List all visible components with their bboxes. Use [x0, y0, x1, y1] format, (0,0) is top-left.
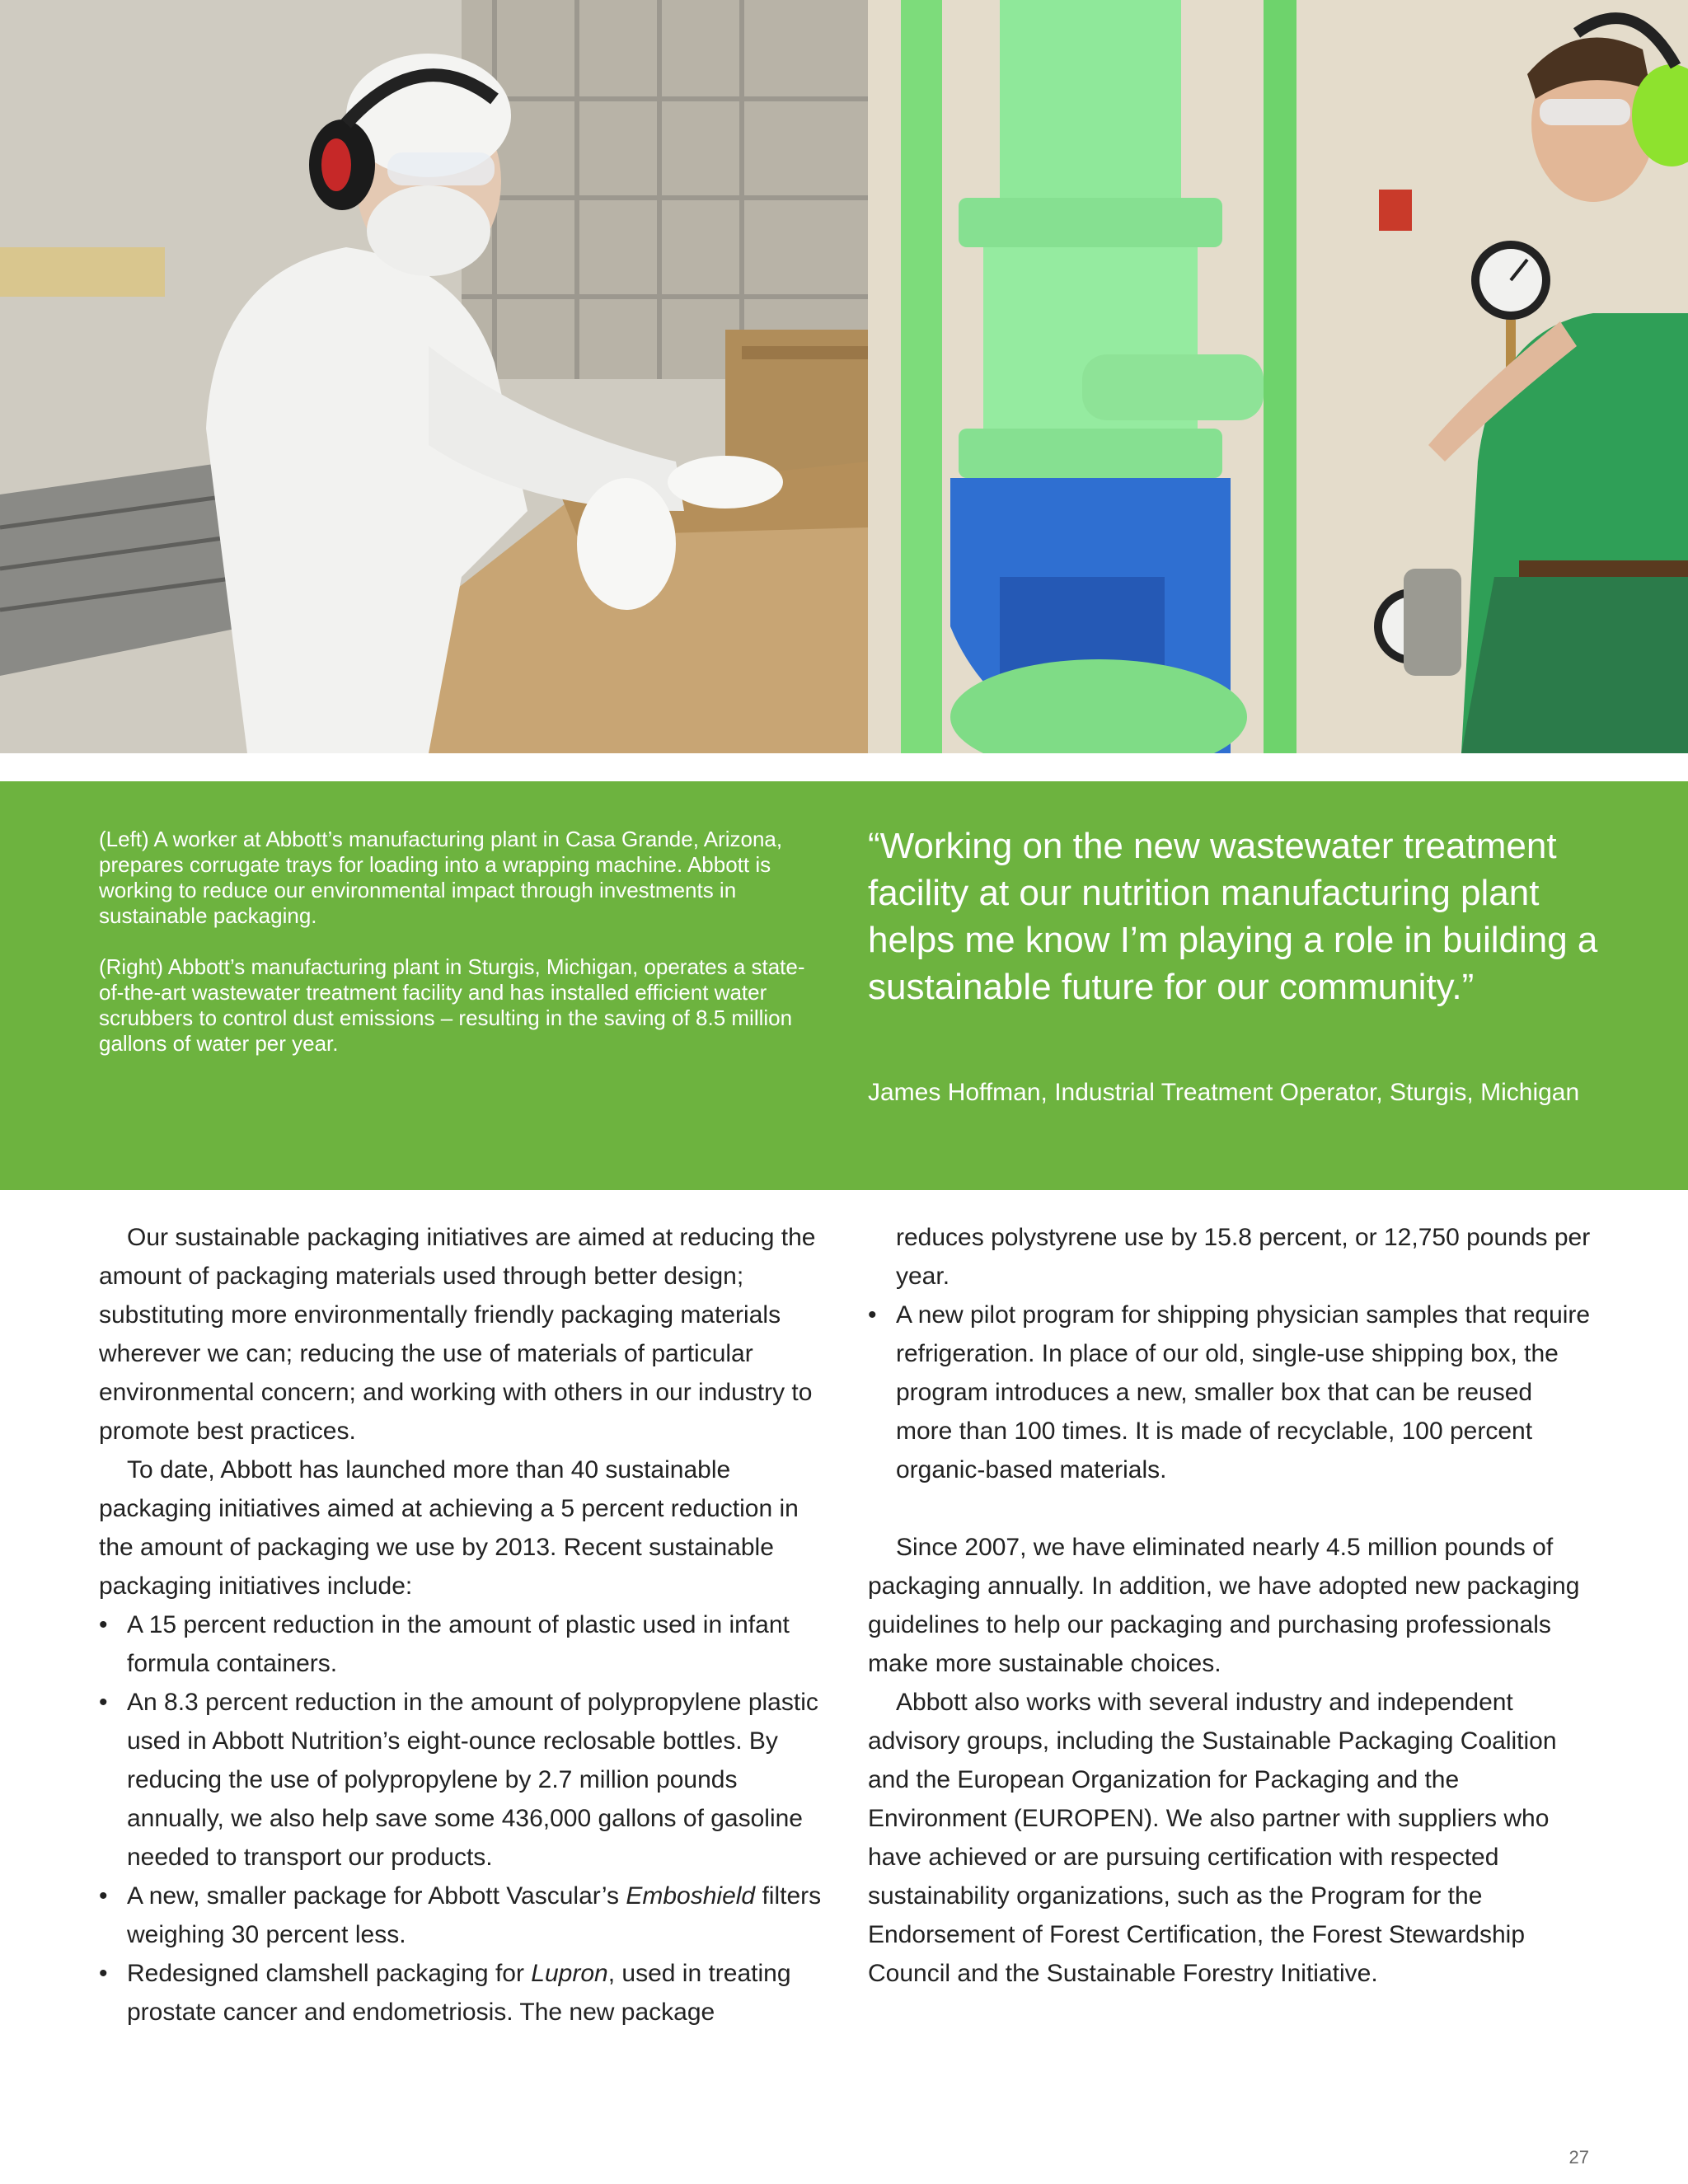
caption-left: (Left) A worker at Abbott’s manufacturing plant in Casa Grande, Arizona, prepares corrugate trays for loading into a wrapping machine. Abbott is working to reduce our environmental impact through investments in sustainable packaging. [99, 827, 783, 928]
list-item-text: Redesigned clamshell packaging for [127, 1960, 532, 1987]
paragraph-3: Since 2007, we have eliminated nearly 4.5 million pounds of packaging annually. In addition, we have adopted new packaging guidelines to help our packaging and purchasing professionals make more sustainable choices. [868, 1534, 1580, 1677]
caption-right: (Right) Abbott’s manufacturing plant in Sturgis, Michigan, operates a state-of-the-art wastewater treatment facility and has installed efficient water scrubbers to control dust emissions – resulting in the saving of 8.5 million gallons of water per year. [99, 954, 805, 1056]
product-name-lupron: Lupron [531, 1960, 608, 1987]
photo-left-illustration [0, 0, 868, 753]
photo-right-illustration [868, 0, 1688, 753]
list-item-text: filters weighing 30 percent less. [127, 1882, 822, 1948]
photo-captions [99, 827, 816, 1082]
list-item-text: A new, smaller package for Abbott Vascular’s [127, 1882, 626, 1910]
body-column-right [868, 1218, 1593, 1993]
list-item [99, 1877, 824, 1954]
list-item-text: , used in treating prostate cancer and endometriosis. The new package [127, 1960, 791, 2026]
list-item [99, 1954, 824, 2032]
paragraph-2: To date, Abbott has launched more than 40 sustainable packaging initiatives aimed at achieving a 5 percent reduction in the amount of packaging we use by 2013. Recent sustainable packaging initiatives include: [99, 1456, 799, 1600]
body-column-left [99, 1218, 824, 2032]
quote-attribution: James Hoffman, Industrial Treatment Operator, Sturgis, Michigan [868, 1079, 1580, 1106]
pull-quote: “Working on the new wastewater treatment facility at our nutrition manufacturing plant helps me know I’m playing a role in building a sustainable future for our community.” [868, 826, 1598, 1007]
page-number: 27 [1568, 2147, 1589, 2168]
list-item: • A new pilot program for shipping physician samples that require refrigeration. In place of our old, single-use shipping box, the program introduces a new, smaller box that can be reused more than 100 times. It is made of recyclable, 100 percent organic-based materials. [868, 1296, 1593, 1489]
paragraph-spacer [868, 1489, 1593, 1528]
photo-right-worker-wastewater [868, 0, 1688, 753]
list-item: • An 8.3 percent reduction in the amount of polypropylene plastic used in Abbott Nutrition’s eight-ounce reclosable bottles. By reducing the use of polypropylene by 2.7 million pounds annually, we also help save some 436,000 gallons of gasoline needed to transport our products. [99, 1683, 824, 1877]
photo-left-worker-corrugate [0, 0, 868, 753]
initiatives-list-continued [868, 1296, 1593, 1489]
initiatives-list [99, 1605, 824, 2032]
list-item-continuation: reduces polystyrene use by 15.8 percent, or 12,750 pounds per year. [896, 1224, 1591, 1290]
list-item: • A 15 percent reduction in the amount of plastic used in infant formula containers. [99, 1605, 824, 1683]
paragraph-1: Our sustainable packaging initiatives are aimed at reducing the amount of packaging materials used through better design; substituting more environmentally friendly packaging materials wherever we can; reducing the use of materials of particular environmental concern; and working with others in our industry to promote best practices. [99, 1224, 816, 1445]
product-name-emboshield: Emboshield [626, 1882, 756, 1910]
paragraph-4: Abbott also works with several industry and independent advisory groups, including the Sustainable Packaging Coalition and the European Organization for Packaging and the Environment (EUROPEN). We also partner with suppliers who have achieved or are pursuing certification with respected sustainability organizations, such as the Program for the Endorsement of Forest Certification, the Forest Stewardship Council and the Sustainable Forestry Initiative. [868, 1689, 1557, 1987]
